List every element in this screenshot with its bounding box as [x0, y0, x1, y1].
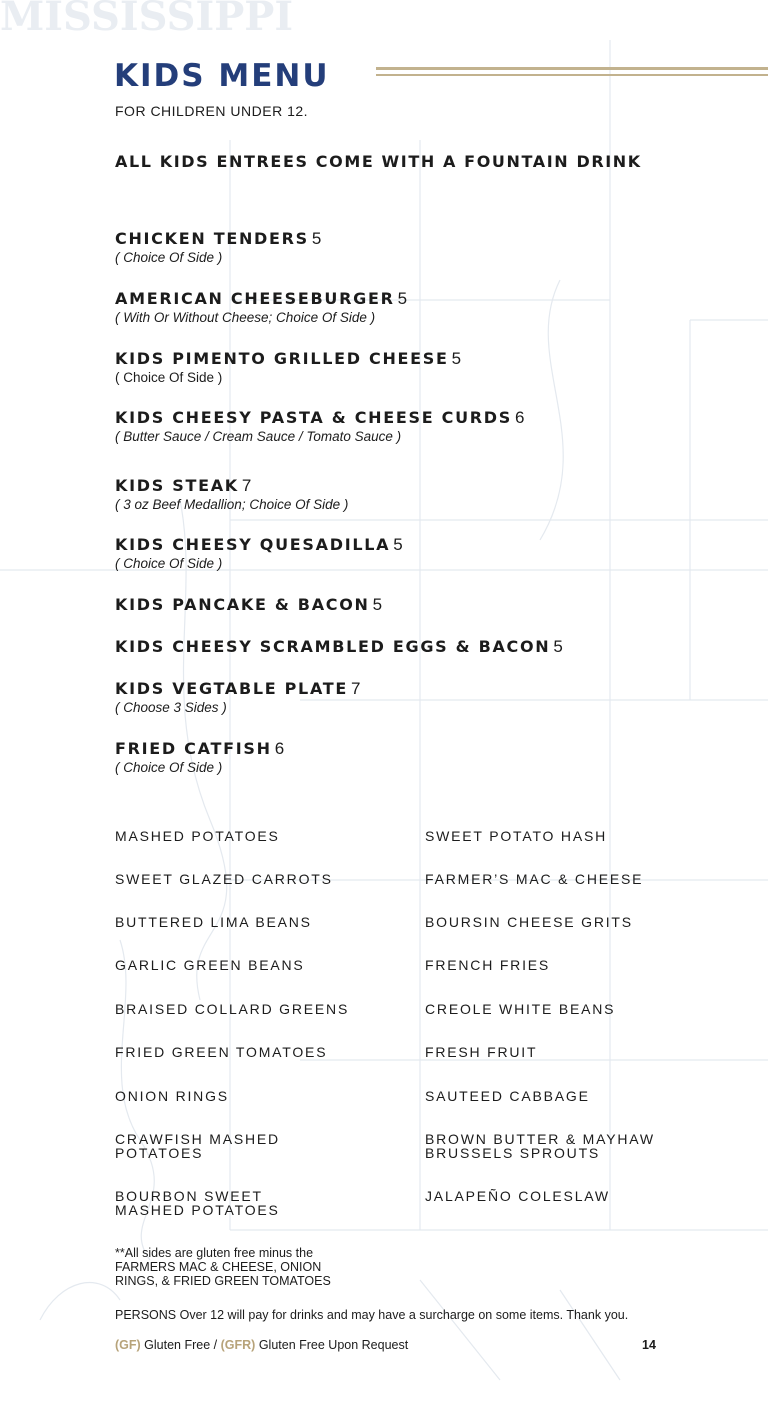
- side-item: GARLIC GREEN BEANS: [115, 957, 305, 973]
- side-item: CREOLE WHITE BEANS: [425, 1001, 616, 1017]
- side-item: FARMER’S MAC & CHEESE: [425, 871, 644, 887]
- side-item: FRENCH FRIES: [425, 957, 551, 973]
- svg-text:MISSISSIPPI: MISSISSIPPI: [0, 0, 294, 40]
- side-item: BOURSIN CHEESE GRITS: [425, 914, 633, 930]
- surcharge-note: PERSONS Over 12 will pay for drinks and may have a surcharge on some items. Thank you.: [115, 1308, 629, 1322]
- entree-item: [115, 229, 321, 266]
- entree-name: CHICKEN TENDERS: [115, 229, 309, 248]
- entree-name: KIDS VEGTABLE PLATE: [115, 679, 349, 698]
- gf-code: (GF): [115, 1338, 141, 1352]
- page-number: 14: [642, 1338, 656, 1352]
- title-divider: [376, 67, 768, 79]
- entree-name: KIDS PIMENTO GRILLED CHEESE: [115, 349, 449, 368]
- side-item: SAUTEED CABBAGE: [425, 1088, 590, 1104]
- gf-label: Gluten Free /: [144, 1338, 218, 1352]
- entree-item: [115, 679, 361, 716]
- entree-item: [115, 476, 348, 513]
- entree-price: 5: [372, 595, 383, 614]
- side-item: BOURBON SWEET MASHED POTATOES: [115, 1188, 280, 1218]
- entree-description: ( Choice Of Side ): [115, 556, 223, 571]
- entree-name: KIDS CHEESY PASTA & CHEESE CURDS: [115, 408, 512, 427]
- entree-item: [115, 289, 407, 326]
- entree-price: 5: [451, 349, 462, 368]
- entree-price: 5: [311, 229, 322, 248]
- entree-item: [115, 595, 382, 616]
- entree-price: 5: [553, 637, 563, 656]
- entree-name: KIDS CHEESY QUESADILLA: [115, 535, 391, 554]
- entree-item: [115, 739, 284, 776]
- entree-item: [115, 408, 524, 445]
- fountain-drink-notice: ALL KIDS ENTREES COME WITH A FOUNTAIN DRINK: [115, 152, 642, 171]
- side-item: CRAWFISH MASHED POTATOES: [115, 1131, 280, 1161]
- entree-description: ( Choose 3 Sides ): [115, 700, 227, 715]
- entree-description: ( 3 oz Beef Medallion; Choice Of Side ): [115, 497, 349, 512]
- entree-description: ( Choice Of Side ): [115, 370, 223, 385]
- side-item: BROWN BUTTER & MAYHAW BRUSSELS SPROUTS: [425, 1131, 655, 1161]
- entree-description: ( Choice Of Side ): [115, 760, 223, 775]
- entree-price: 5: [393, 535, 403, 554]
- side-item: SWEET GLAZED CARROTS: [115, 871, 333, 887]
- entree-item: [115, 349, 461, 386]
- entree-name: KIDS STEAK: [115, 476, 239, 495]
- entree-description: ( Choice Of Side ): [115, 250, 223, 265]
- side-item: BUTTERED LIMA BEANS: [115, 914, 312, 930]
- entree-price: 5: [397, 289, 408, 308]
- entree-price: 6: [515, 408, 525, 427]
- entree-item: [115, 535, 403, 572]
- side-item: MASHED POTATOES: [115, 828, 280, 844]
- entree-name: KIDS PANCAKE & BACON: [115, 595, 370, 614]
- side-item: FRIED GREEN TOMATOES: [115, 1044, 328, 1060]
- side-item: BRAISED COLLARD GREENS: [115, 1001, 350, 1017]
- entree-description: ( Butter Sauce / Cream Sauce / Tomato Sauce ): [115, 429, 402, 444]
- entree-price: 7: [351, 679, 361, 698]
- side-item: FRESH FRUIT: [425, 1044, 538, 1060]
- gluten-free-legend: [115, 1338, 408, 1352]
- gfr-label: Gluten Free Upon Request: [258, 1338, 409, 1352]
- menu-title: KIDS MENU: [114, 58, 330, 94]
- entree-description: ( With Or Without Cheese; Choice Of Side ): [115, 310, 376, 325]
- entree-name: FRIED CATFISH: [115, 739, 272, 758]
- gfr-code: (GFR): [220, 1338, 256, 1352]
- entree-price: 7: [241, 476, 252, 495]
- entree-name: AMERICAN CHEESEBURGER: [115, 289, 395, 308]
- side-item: JALAPEÑO COLESLAW: [425, 1188, 610, 1204]
- menu-subtitle: FOR CHILDREN UNDER 12.: [115, 103, 309, 119]
- entree-price: 6: [274, 739, 285, 758]
- entree-name: KIDS CHEESY SCRAMBLED EGGS & BACON: [115, 637, 551, 656]
- side-item: SWEET POTATO HASH: [425, 828, 608, 844]
- gluten-free-note: **All sides are gluten free minus the FARMERS MAC & CHEESE, ONION RINGS, & FRIED GREEN TOMATOES: [115, 1246, 331, 1288]
- side-item: ONION RINGS: [115, 1088, 229, 1104]
- entree-item: [115, 637, 563, 658]
